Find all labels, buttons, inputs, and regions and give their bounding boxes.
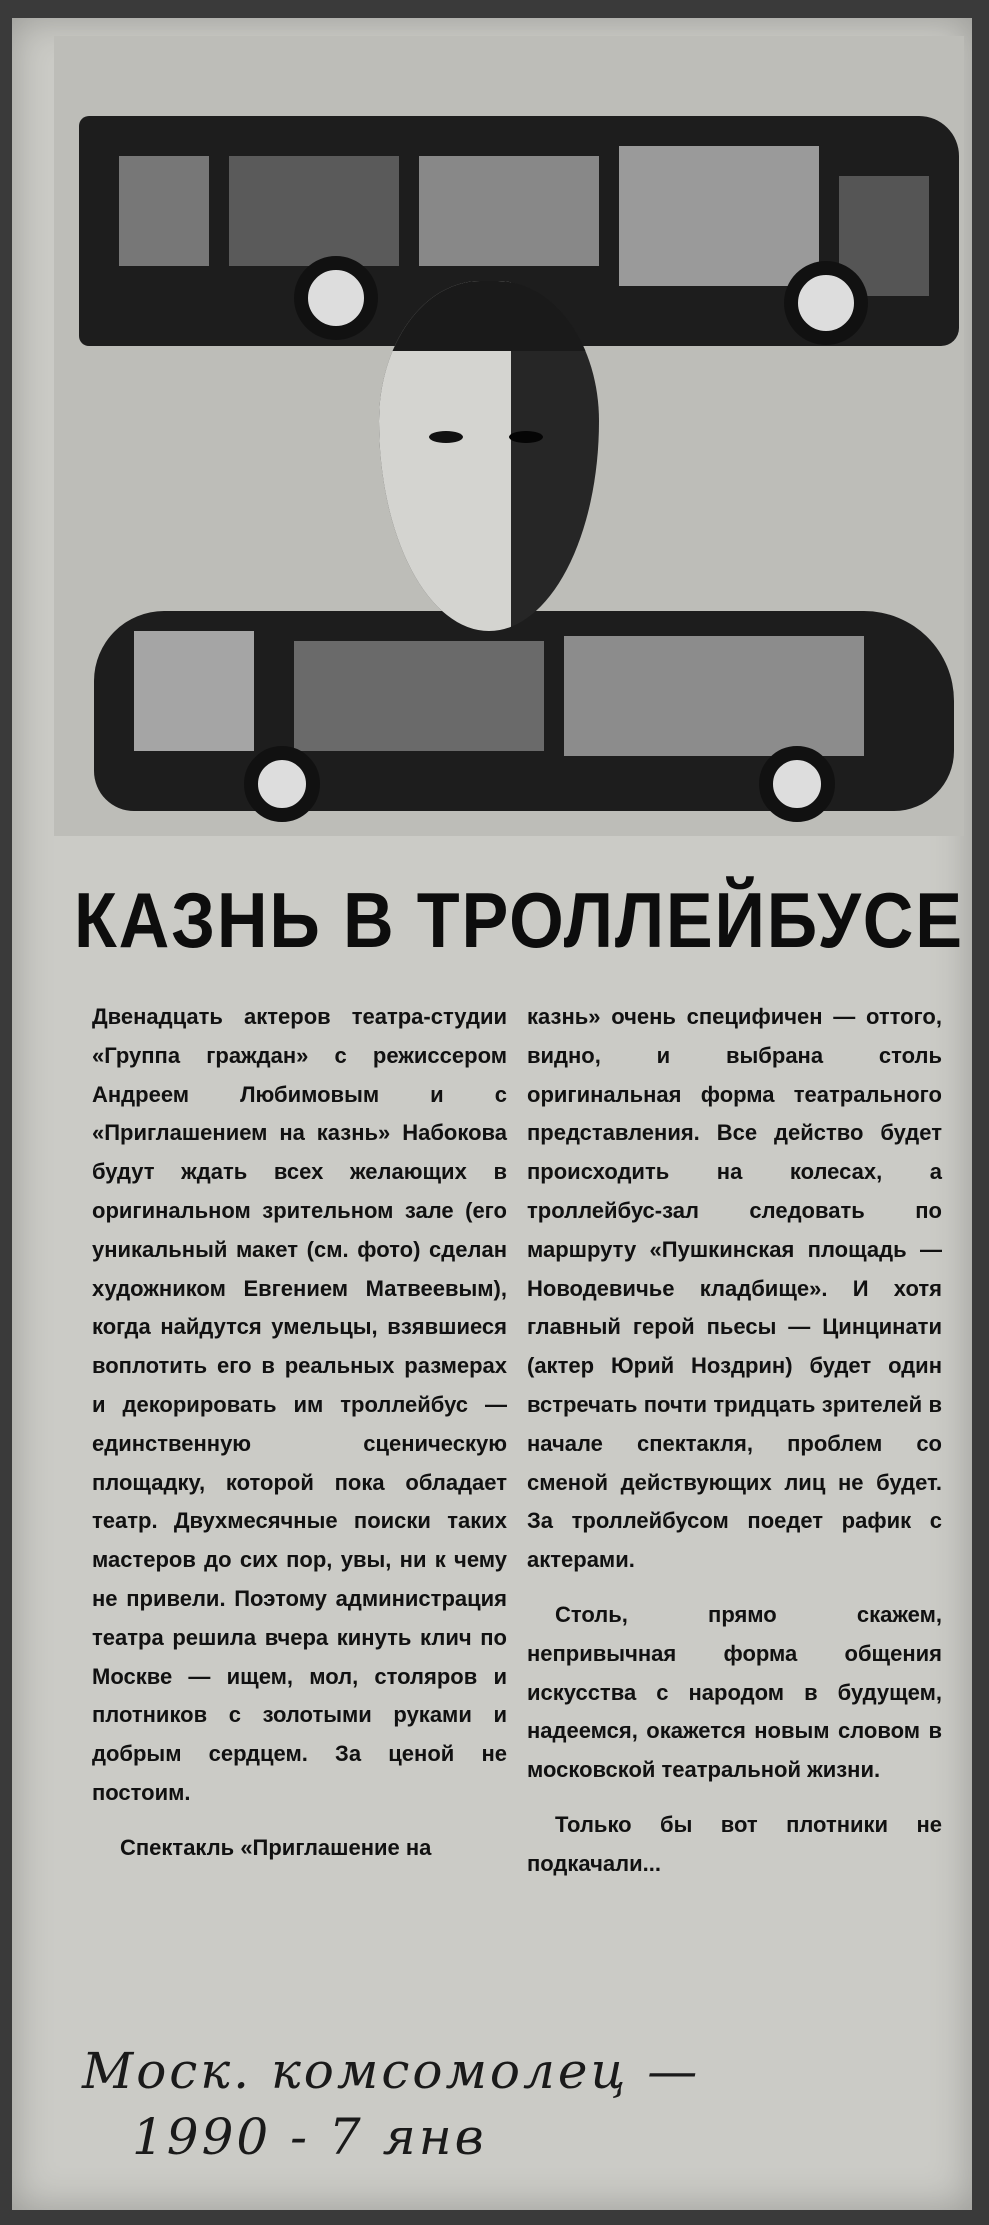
paragraph: казнь» очень специфичен — оттого, видно, и выбрана столь оригинальная форма театрального представления. Все действо будет происходить на колесах, а троллейбус-зал следовать по маршруту «Пушкинская площадь — Новодевичье кладбище». И хотя главный герой пьесы — Цинцинати (актер Юрий Ноздрин) будет один встречать почти тридцать зрителей в начале спектакля, проблем со сменой действующих лиц не будет. За троллейбусом поедет рафик с актерами. <box>527 1004 942 1573</box>
headline: КАЗНЬ В ТРОЛЛЕЙБУСЕ <box>74 876 964 964</box>
handwritten-note <box>82 2038 942 2170</box>
article-column-left <box>92 998 507 1884</box>
paragraph: Двенадцать актеров театра-студии «Группа граждан» с режиссером Андреем Любимовым и с «Приглашением на казнь» Набокова будут ждать всех желающих в оригинальном зрительном зале (его уникальный макет (см. фото) сделан художником Евгением Матвеевым), когда найдутся умельцы, взявшиеся воплотить его в реальных размерах и декорировать им троллейбус — единственную сценическую площадку, которой пока обладает театр. Двухмесячные поиски таких мастеров до сих пор, увы, ни к чему не привели. Поэтому администрация театра решила вчера кинуть клич по Москве — ищем, мол, столяров и плотников с золотыми руками и добрым сердцем. За ценой не постоим. <box>92 1004 507 1805</box>
trolleybus-model-bottom <box>94 611 954 811</box>
paragraph: Только бы вот плотники не подкачали... <box>527 1811 942 1876</box>
newspaper-clipping <box>12 18 972 2210</box>
handwritten-date: 1990 - 7 янв <box>132 2108 487 2166</box>
actor-portrait <box>379 281 599 631</box>
paragraph: Спектакль «Приглашение на <box>120 1834 432 1860</box>
paragraph: Столь, прямо скажем, непривычная форма общения искусства с народом в будущем, надеемся, окажется новым словом в московской театральной жизни. <box>527 1601 942 1783</box>
article-column-right <box>527 998 942 1900</box>
trolleybus-model-photo <box>54 36 964 836</box>
handwritten-source: Моск. комсомолец — <box>82 2042 701 2100</box>
